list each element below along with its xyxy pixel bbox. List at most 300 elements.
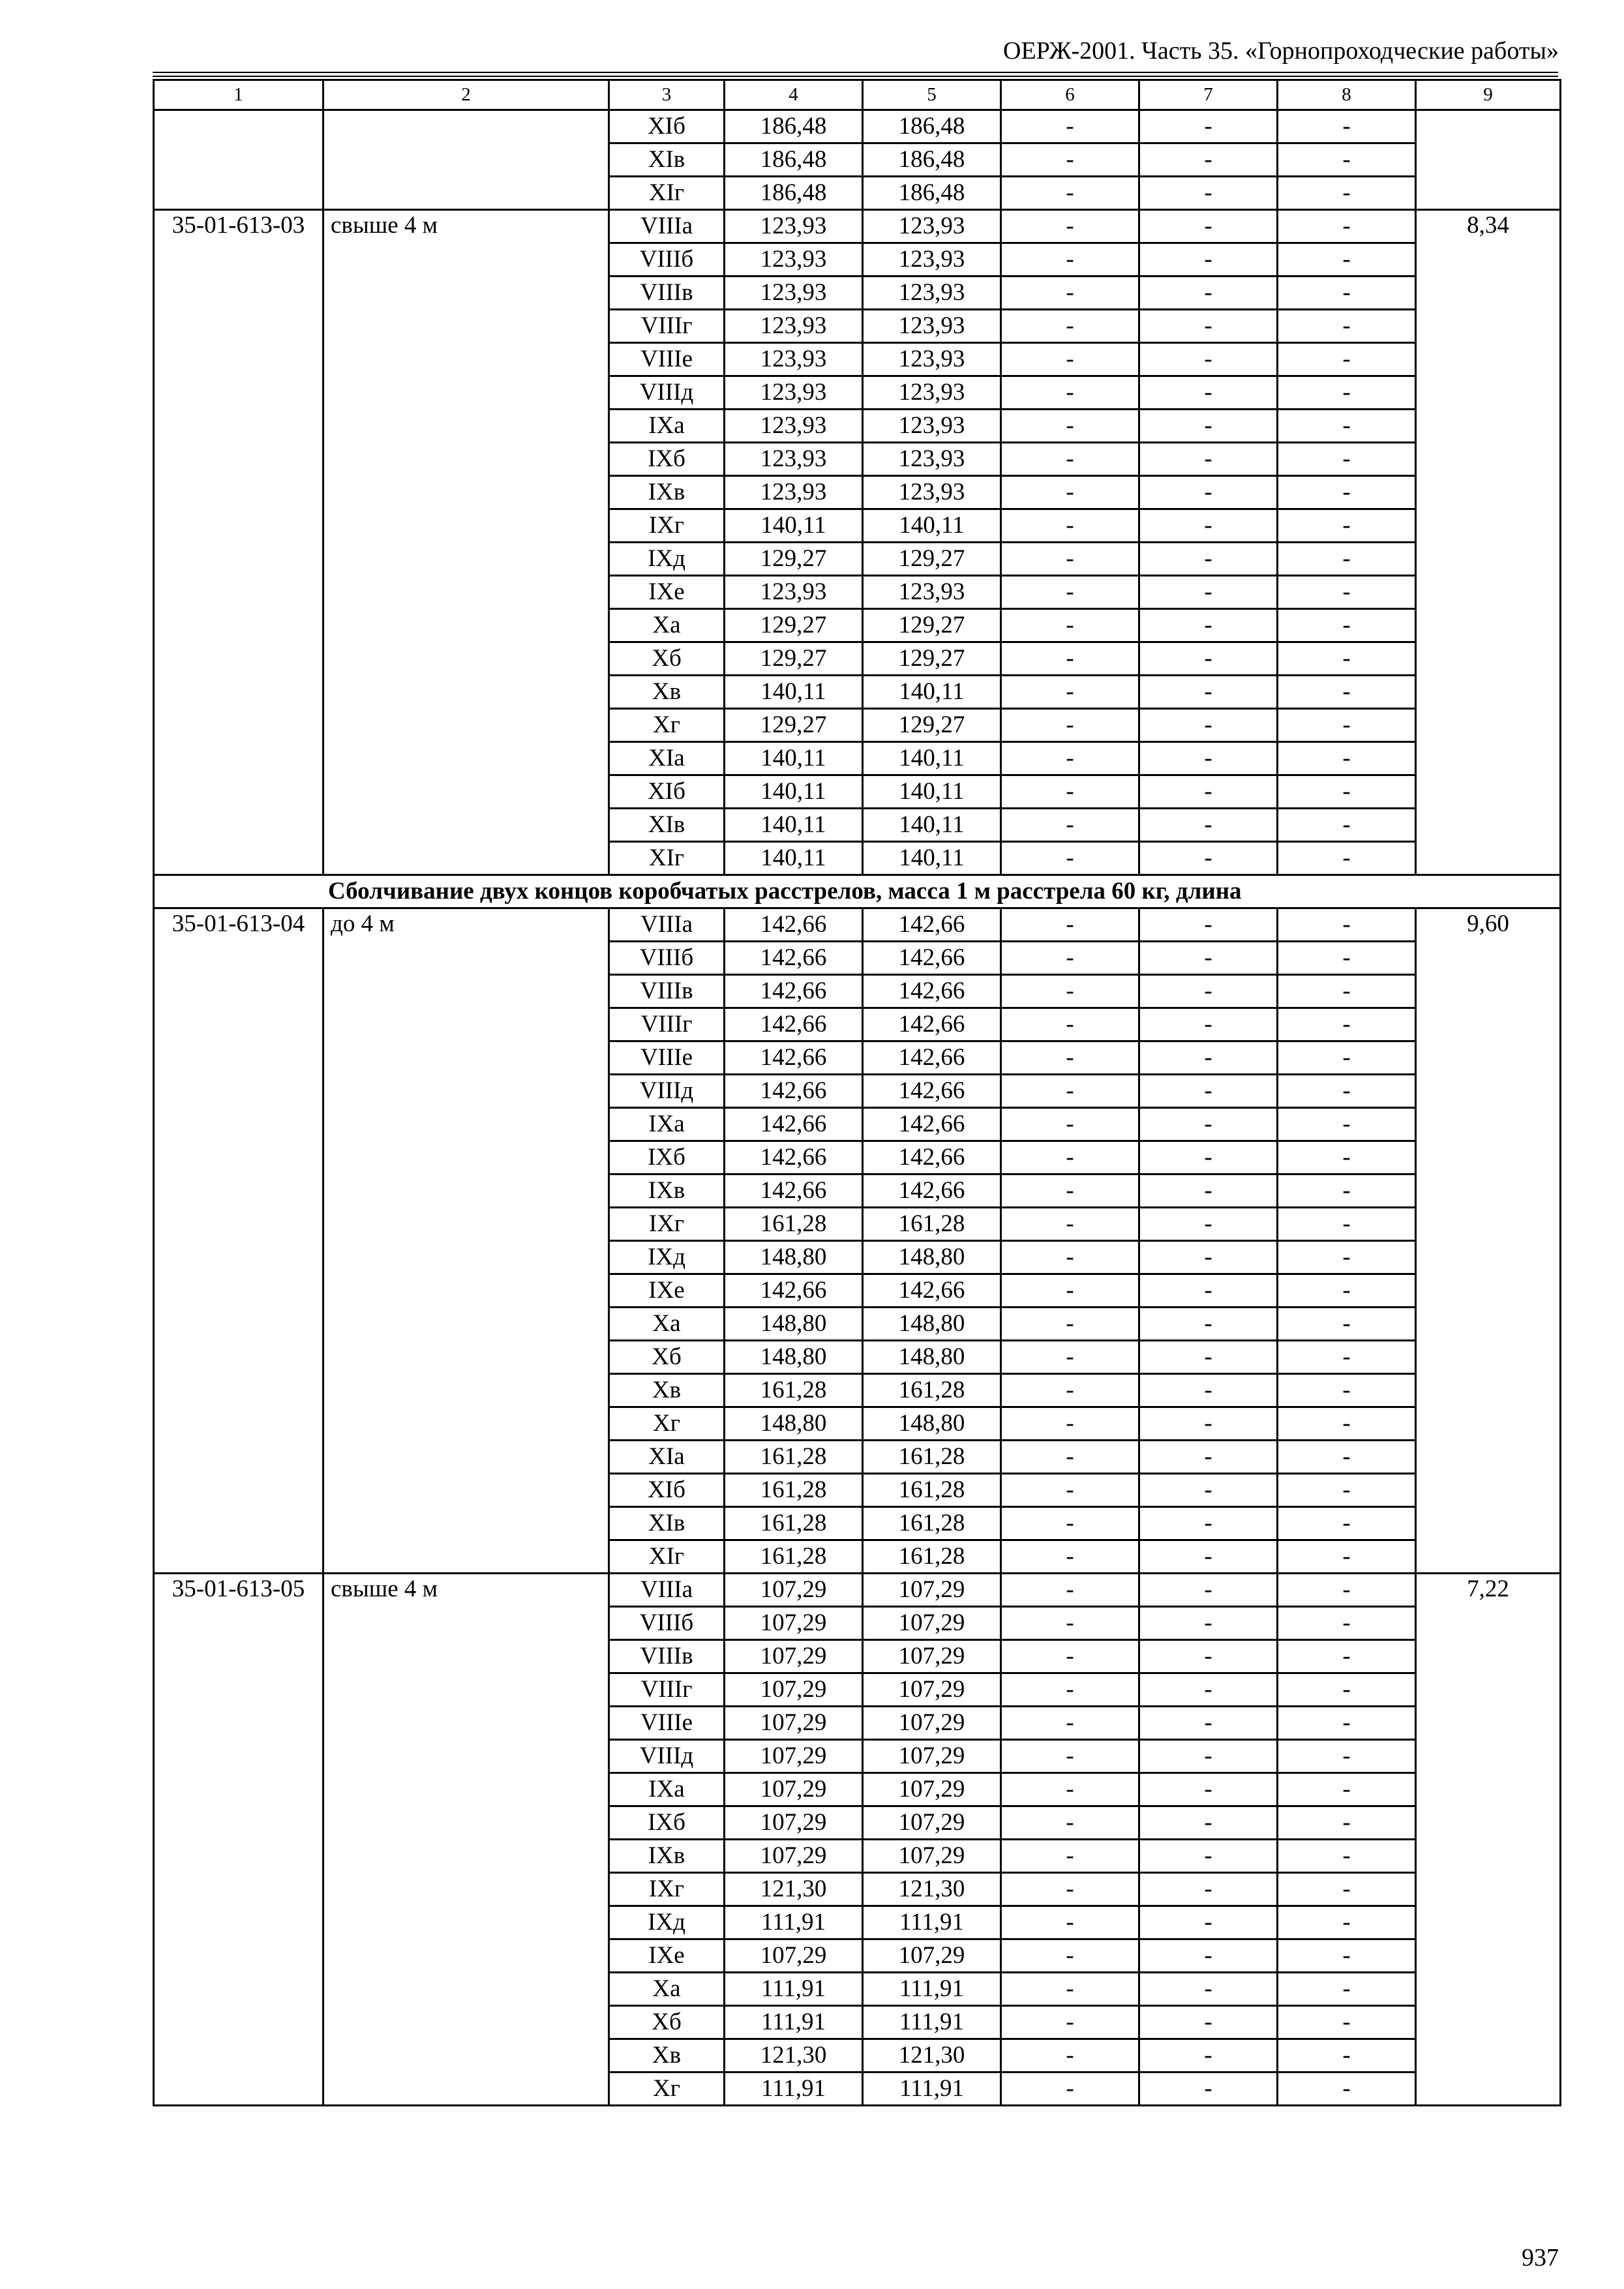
value-cell-col4: 140,11: [725, 509, 863, 543]
value-cell-col4: 186,48: [725, 177, 863, 210]
value-cell-col8: -: [1278, 1374, 1416, 1407]
value-cell-col8: -: [1278, 1906, 1416, 1939]
value-cell-col4: 148,80: [725, 1308, 863, 1341]
value-cell-col8: -: [1278, 1441, 1416, 1474]
value-cell-col5: 140,11: [863, 509, 1001, 543]
value-cell-col5: 140,11: [863, 742, 1001, 775]
value-cell-col6: -: [1001, 1540, 1139, 1574]
value-cell-col4: 148,80: [725, 1241, 863, 1274]
value-cell-col6: -: [1001, 310, 1139, 343]
value-cell-col6: -: [1001, 1208, 1139, 1241]
value-cell-col6: -: [1001, 1640, 1139, 1673]
value-cell-col7: -: [1139, 1374, 1278, 1407]
value-cell-col4: 107,29: [725, 1939, 863, 1973]
category-cell: VIIIв: [609, 975, 725, 1008]
value-cell-col5: 121,30: [863, 1873, 1001, 1906]
value-cell-col8: -: [1278, 1574, 1416, 1607]
value-cell-col4: 121,30: [725, 1873, 863, 1906]
value-cell-col4: 142,66: [725, 1075, 863, 1108]
category-cell: IXв: [609, 476, 725, 509]
value-cell-col8: -: [1278, 543, 1416, 576]
value-cell-col8: -: [1278, 1041, 1416, 1075]
value-cell-col8: -: [1278, 310, 1416, 343]
value-cell-col7: -: [1139, 775, 1278, 809]
value-cell-col6: -: [1001, 143, 1139, 177]
value-cell-col7: -: [1139, 2006, 1278, 2039]
value-cell-col4: 107,29: [725, 1806, 863, 1840]
category-cell: IXе: [609, 1939, 725, 1973]
value-cell-col8: -: [1278, 1174, 1416, 1208]
category-cell: Xб: [609, 642, 725, 676]
value-cell-col4: 161,28: [725, 1474, 863, 1507]
value-cell-col6: -: [1001, 1574, 1139, 1607]
category-cell: IXе: [609, 1274, 725, 1308]
value-cell-col7: -: [1139, 443, 1278, 476]
table-row: [154, 1574, 1561, 1607]
value-cell-col6: -: [1001, 2006, 1139, 2039]
table-body: [154, 110, 1561, 2106]
value-cell-col5: 148,80: [863, 1407, 1001, 1441]
value-cell-col8: -: [1278, 1241, 1416, 1274]
value-cell-col5: 129,27: [863, 709, 1001, 742]
value-cell-col8: -: [1278, 2039, 1416, 2072]
value-cell-col4: 142,66: [725, 1041, 863, 1075]
value-cell-col5: 111,91: [863, 1906, 1001, 1939]
value-cell-col4: 148,80: [725, 1341, 863, 1374]
value-cell-col4: 140,11: [725, 809, 863, 842]
table-row: [154, 210, 1561, 243]
value-cell-col8: -: [1278, 942, 1416, 975]
value-cell-col4: 107,29: [725, 1740, 863, 1773]
table-row: [154, 908, 1561, 942]
category-cell: XIа: [609, 742, 725, 775]
column-header: 3: [609, 80, 725, 110]
category-cell: VIIIд: [609, 1740, 725, 1773]
category-cell: XIб: [609, 1474, 725, 1507]
value-cell-col4: 111,91: [725, 1973, 863, 2006]
value-cell-col5: 142,66: [863, 975, 1001, 1008]
category-cell: IXа: [609, 1773, 725, 1806]
value-cell-col7: -: [1139, 1873, 1278, 1906]
value-cell-col6: -: [1001, 1740, 1139, 1773]
value-cell-col6: -: [1001, 1008, 1139, 1041]
value-cell-col5: 107,29: [863, 1574, 1001, 1607]
value-cell-col4: 129,27: [725, 609, 863, 642]
value-cell-col4: 111,91: [725, 2006, 863, 2039]
category-cell: IXд: [609, 543, 725, 576]
value-cell-col5: 107,29: [863, 1740, 1001, 1773]
value-cell-col6: -: [1001, 1308, 1139, 1341]
value-cell-col7: -: [1139, 908, 1278, 942]
value-cell-col5: 123,93: [863, 410, 1001, 443]
value-cell-col6: -: [1001, 908, 1139, 942]
value-cell-col8: -: [1278, 1008, 1416, 1041]
column-header: 8: [1278, 80, 1416, 110]
value-cell-col4: 123,93: [725, 210, 863, 243]
value-cell-col5: 140,11: [863, 775, 1001, 809]
category-cell: Xб: [609, 1341, 725, 1374]
value-cell-col7: -: [1139, 2072, 1278, 2106]
value-cell-col6: -: [1001, 1607, 1139, 1640]
category-cell: XIв: [609, 1507, 725, 1540]
category-cell: Xг: [609, 1407, 725, 1441]
value-cell-col7: -: [1139, 1540, 1278, 1574]
value-cell-col8: -: [1278, 343, 1416, 376]
value-cell-col8: -: [1278, 676, 1416, 709]
value-cell-col6: -: [1001, 543, 1139, 576]
category-cell: VIIIг: [609, 1008, 725, 1041]
value-cell-col6: -: [1001, 975, 1139, 1008]
value-cell-col6: -: [1001, 443, 1139, 476]
value-cell-col5: 140,11: [863, 676, 1001, 709]
value-cell-col6: -: [1001, 1507, 1139, 1540]
category-cell: IXе: [609, 576, 725, 609]
category-cell: VIIIа: [609, 210, 725, 243]
value-cell-col8: -: [1278, 1740, 1416, 1773]
page-number: 937: [1522, 2244, 1559, 2271]
value-cell-col5: 123,93: [863, 310, 1001, 343]
value-cell-col4: 142,66: [725, 1274, 863, 1308]
norms-table: [153, 79, 1561, 2106]
value-cell-col5: 142,66: [863, 1008, 1001, 1041]
category-cell: IXб: [609, 1806, 725, 1840]
value-cell-col4: 186,48: [725, 143, 863, 177]
value-cell-col7: -: [1139, 310, 1278, 343]
value-cell-col5: 140,11: [863, 842, 1001, 875]
value-cell-col4: 161,28: [725, 1507, 863, 1540]
value-cell-col5: 123,93: [863, 576, 1001, 609]
column-header: 1: [154, 80, 323, 110]
value-cell-col7: -: [1139, 1673, 1278, 1707]
category-cell: Xв: [609, 1374, 725, 1407]
value-cell-col5: 123,93: [863, 210, 1001, 243]
value-cell-col8: -: [1278, 1607, 1416, 1640]
value-cell-col5: 123,93: [863, 376, 1001, 410]
value-cell-col8: -: [1278, 709, 1416, 742]
value-cell-col6: -: [1001, 809, 1139, 842]
value-cell-col4: 142,66: [725, 1141, 863, 1174]
value-cell-col7: -: [1139, 277, 1278, 310]
value-cell-col4: 123,93: [725, 376, 863, 410]
value-cell-col5: 123,93: [863, 476, 1001, 509]
value-cell-col6: -: [1001, 1041, 1139, 1075]
description-cell: [323, 110, 609, 210]
value-cell-col7: -: [1139, 210, 1278, 243]
value-cell-col8: -: [1278, 1973, 1416, 2006]
header-divider: [153, 76, 1558, 77]
value-cell-col7: -: [1139, 1241, 1278, 1274]
value-cell-col7: -: [1139, 1407, 1278, 1441]
value-cell-col7: -: [1139, 975, 1278, 1008]
value-cell-col6: -: [1001, 609, 1139, 642]
category-cell: IXб: [609, 1141, 725, 1174]
value-cell-col5: 107,29: [863, 1707, 1001, 1740]
value-cell-col6: -: [1001, 642, 1139, 676]
col9-value-cell: 8,34: [1416, 210, 1561, 875]
value-cell-col8: -: [1278, 1075, 1416, 1108]
value-cell-col5: 142,66: [863, 908, 1001, 942]
value-cell-col8: -: [1278, 476, 1416, 509]
value-cell-col8: -: [1278, 143, 1416, 177]
value-cell-col8: -: [1278, 1141, 1416, 1174]
value-cell-col5: 142,66: [863, 1075, 1001, 1108]
value-cell-col5: 111,91: [863, 2006, 1001, 2039]
value-cell-col8: -: [1278, 177, 1416, 210]
value-cell-col5: 142,66: [863, 1274, 1001, 1308]
value-cell-col8: -: [1278, 1108, 1416, 1141]
value-cell-col4: 148,80: [725, 1407, 863, 1441]
value-cell-col7: -: [1139, 1707, 1278, 1740]
category-cell: VIIIг: [609, 1673, 725, 1707]
value-cell-col8: -: [1278, 642, 1416, 676]
value-cell-col5: 161,28: [863, 1441, 1001, 1474]
value-cell-col7: -: [1139, 609, 1278, 642]
value-cell-col8: -: [1278, 908, 1416, 942]
value-cell-col6: -: [1001, 1341, 1139, 1374]
category-cell: XIб: [609, 110, 725, 143]
value-cell-col7: -: [1139, 476, 1278, 509]
value-cell-col5: 107,29: [863, 1806, 1001, 1840]
value-cell-col8: -: [1278, 1274, 1416, 1308]
value-cell-col5: 142,66: [863, 1108, 1001, 1141]
value-cell-col6: -: [1001, 1906, 1139, 1939]
value-cell-col5: 148,80: [863, 1308, 1001, 1341]
value-cell-col4: 129,27: [725, 709, 863, 742]
category-cell: Xб: [609, 2006, 725, 2039]
value-cell-col6: -: [1001, 243, 1139, 277]
column-header: 6: [1001, 80, 1139, 110]
value-cell-col7: -: [1139, 1574, 1278, 1607]
category-cell: Xа: [609, 1308, 725, 1341]
value-cell-col6: -: [1001, 576, 1139, 609]
value-cell-col6: -: [1001, 1973, 1139, 2006]
value-cell-col8: -: [1278, 443, 1416, 476]
value-cell-col7: -: [1139, 576, 1278, 609]
value-cell-col6: -: [1001, 376, 1139, 410]
category-cell: IXа: [609, 1108, 725, 1141]
value-cell-col6: -: [1001, 1773, 1139, 1806]
value-cell-col7: -: [1139, 1341, 1278, 1374]
value-cell-col7: -: [1139, 1041, 1278, 1075]
category-cell: VIIIг: [609, 310, 725, 343]
value-cell-col6: -: [1001, 509, 1139, 543]
table-row: [154, 110, 1561, 143]
value-cell-col4: 107,29: [725, 1773, 863, 1806]
category-cell: IXг: [609, 1873, 725, 1906]
value-cell-col7: -: [1139, 543, 1278, 576]
value-cell-col5: 129,27: [863, 543, 1001, 576]
value-cell-col7: -: [1139, 676, 1278, 709]
category-cell: Xа: [609, 609, 725, 642]
value-cell-col6: -: [1001, 1441, 1139, 1474]
category-cell: IXд: [609, 1906, 725, 1939]
value-cell-col6: -: [1001, 410, 1139, 443]
value-cell-col4: 107,29: [725, 1574, 863, 1607]
category-cell: VIIIб: [609, 942, 725, 975]
norm-code-cell: 35-01-613-04: [154, 908, 323, 1574]
value-cell-col7: -: [1139, 143, 1278, 177]
value-cell-col6: -: [1001, 1873, 1139, 1906]
value-cell-col7: -: [1139, 842, 1278, 875]
value-cell-col4: 161,28: [725, 1374, 863, 1407]
category-cell: IXв: [609, 1840, 725, 1873]
value-cell-col7: -: [1139, 110, 1278, 143]
value-cell-col5: 123,93: [863, 343, 1001, 376]
value-cell-col7: -: [1139, 343, 1278, 376]
column-header: 7: [1139, 80, 1278, 110]
value-cell-col7: -: [1139, 1640, 1278, 1673]
header-divider: [153, 72, 1558, 73]
category-cell: XIг: [609, 1540, 725, 1574]
category-cell: XIв: [609, 809, 725, 842]
value-cell-col8: -: [1278, 1640, 1416, 1673]
value-cell-col5: 186,48: [863, 110, 1001, 143]
section-heading: Сболчивание двух концов коробчатых расстрелов, масса 1 м расстрела 60 кг, длина: [154, 875, 1561, 908]
col9-value-cell: 9,60: [1416, 908, 1561, 1574]
category-cell: VIIIе: [609, 1707, 725, 1740]
value-cell-col5: 161,28: [863, 1374, 1001, 1407]
value-cell-col4: 123,93: [725, 310, 863, 343]
value-cell-col5: 123,93: [863, 443, 1001, 476]
category-cell: VIIIд: [609, 376, 725, 410]
value-cell-col8: -: [1278, 1341, 1416, 1374]
value-cell-col5: 148,80: [863, 1341, 1001, 1374]
value-cell-col7: -: [1139, 1075, 1278, 1108]
value-cell-col5: 186,48: [863, 143, 1001, 177]
value-cell-col8: -: [1278, 975, 1416, 1008]
value-cell-col6: -: [1001, 842, 1139, 875]
value-cell-col4: 107,29: [725, 1840, 863, 1873]
value-cell-col4: 129,27: [725, 642, 863, 676]
value-cell-col5: 107,29: [863, 1939, 1001, 1973]
value-cell-col7: -: [1139, 809, 1278, 842]
category-cell: IXг: [609, 1208, 725, 1241]
value-cell-col7: -: [1139, 742, 1278, 775]
value-cell-col4: 123,93: [725, 576, 863, 609]
value-cell-col8: -: [1278, 410, 1416, 443]
category-cell: VIIIв: [609, 1640, 725, 1673]
value-cell-col6: -: [1001, 1939, 1139, 1973]
category-cell: VIIIе: [609, 1041, 725, 1075]
value-cell-col5: 107,29: [863, 1840, 1001, 1873]
value-cell-col8: -: [1278, 1806, 1416, 1840]
value-cell-col8: -: [1278, 2072, 1416, 2106]
value-cell-col6: -: [1001, 1806, 1139, 1840]
section-heading-row: [154, 875, 1561, 908]
value-cell-col6: -: [1001, 1673, 1139, 1707]
value-cell-col5: 129,27: [863, 609, 1001, 642]
value-cell-col6: -: [1001, 2039, 1139, 2072]
value-cell-col8: -: [1278, 609, 1416, 642]
norm-code-cell: 35-01-613-03: [154, 210, 323, 875]
value-cell-col8: -: [1278, 742, 1416, 775]
value-cell-col4: 123,93: [725, 410, 863, 443]
description-cell: свыше 4 м: [323, 210, 609, 875]
value-cell-col4: 107,29: [725, 1607, 863, 1640]
category-cell: Xг: [609, 709, 725, 742]
value-cell-col5: 111,91: [863, 2072, 1001, 2106]
page-header-title: ОЕРЖ-2001. Часть 35. «Горнопроходческие работы»: [1003, 37, 1559, 65]
category-cell: Xв: [609, 676, 725, 709]
description-cell: до 4 м: [323, 908, 609, 1574]
value-cell-col4: 140,11: [725, 775, 863, 809]
value-cell-col8: -: [1278, 1474, 1416, 1507]
category-cell: IXб: [609, 443, 725, 476]
value-cell-col6: -: [1001, 2072, 1139, 2106]
value-cell-col7: -: [1139, 1939, 1278, 1973]
value-cell-col4: 161,28: [725, 1540, 863, 1574]
value-cell-col7: -: [1139, 1906, 1278, 1939]
category-cell: IXг: [609, 509, 725, 543]
value-cell-col7: -: [1139, 1740, 1278, 1773]
value-cell-col4: 161,28: [725, 1441, 863, 1474]
value-cell-col4: 142,66: [725, 942, 863, 975]
value-cell-col6: -: [1001, 1075, 1139, 1108]
column-header: 5: [863, 80, 1001, 110]
value-cell-col8: -: [1278, 110, 1416, 143]
value-cell-col5: 140,11: [863, 809, 1001, 842]
category-cell: IXд: [609, 1241, 725, 1274]
value-cell-col5: 186,48: [863, 177, 1001, 210]
value-cell-col6: -: [1001, 1241, 1139, 1274]
value-cell-col7: -: [1139, 1108, 1278, 1141]
column-number-row: [154, 80, 1561, 110]
value-cell-col6: -: [1001, 1141, 1139, 1174]
category-cell: VIIIе: [609, 343, 725, 376]
value-cell-col6: -: [1001, 709, 1139, 742]
value-cell-col8: -: [1278, 842, 1416, 875]
value-cell-col7: -: [1139, 1806, 1278, 1840]
value-cell-col7: -: [1139, 1840, 1278, 1873]
value-cell-col7: -: [1139, 1174, 1278, 1208]
value-cell-col8: -: [1278, 1208, 1416, 1241]
value-cell-col8: -: [1278, 1707, 1416, 1740]
value-cell-col8: -: [1278, 376, 1416, 410]
value-cell-col6: -: [1001, 210, 1139, 243]
value-cell-col5: 161,28: [863, 1474, 1001, 1507]
value-cell-col5: 123,93: [863, 277, 1001, 310]
value-cell-col8: -: [1278, 1873, 1416, 1906]
value-cell-col8: -: [1278, 1673, 1416, 1707]
category-cell: Xв: [609, 2039, 725, 2072]
value-cell-col5: 142,66: [863, 942, 1001, 975]
value-cell-col5: 161,28: [863, 1507, 1001, 1540]
value-cell-col5: 148,80: [863, 1241, 1001, 1274]
value-cell-col5: 111,91: [863, 1973, 1001, 2006]
value-cell-col6: -: [1001, 1707, 1139, 1740]
value-cell-col8: -: [1278, 1407, 1416, 1441]
value-cell-col7: -: [1139, 1507, 1278, 1540]
category-cell: VIIIв: [609, 277, 725, 310]
value-cell-col5: 142,66: [863, 1141, 1001, 1174]
value-cell-col5: 107,29: [863, 1607, 1001, 1640]
value-cell-col6: -: [1001, 277, 1139, 310]
value-cell-col4: 142,66: [725, 1108, 863, 1141]
norm-code-cell: 35-01-613-05: [154, 1574, 323, 2106]
category-cell: XIб: [609, 775, 725, 809]
category-cell: Xг: [609, 2072, 725, 2106]
value-cell-col5: 123,93: [863, 243, 1001, 277]
value-cell-col8: -: [1278, 509, 1416, 543]
value-cell-col5: 161,28: [863, 1540, 1001, 1574]
value-cell-col4: 123,93: [725, 343, 863, 376]
value-cell-col5: 107,29: [863, 1640, 1001, 1673]
value-cell-col4: 121,30: [725, 2039, 863, 2072]
value-cell-col6: -: [1001, 177, 1139, 210]
value-cell-col5: 129,27: [863, 642, 1001, 676]
category-cell: IXв: [609, 1174, 725, 1208]
value-cell-col4: 107,29: [725, 1673, 863, 1707]
